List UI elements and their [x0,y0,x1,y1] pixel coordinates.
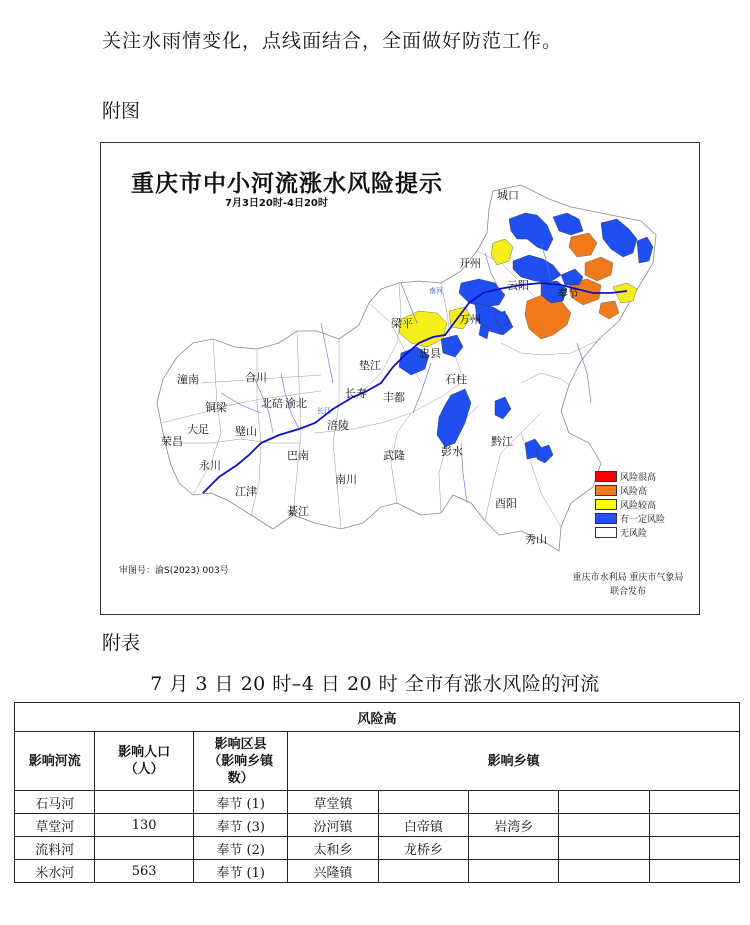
header-population-line1: 影响人口 [118,745,171,760]
publisher [563,571,693,599]
label-wulong: 武隆 [383,449,405,462]
label-tongnan: 潼南 [177,373,199,386]
label-changshou: 长寿 [345,387,367,400]
legend-item [595,526,665,539]
label-nanchuan: 南川 [335,473,357,486]
label-yongchuan: 永川 [199,459,221,472]
cell-town [559,860,649,883]
cell-river: 草堂河 [15,814,95,837]
label-kaizhou: 开州 [459,257,481,270]
label-changjiang: 长江 [317,407,331,415]
cell-town: 白帝镇 [378,814,468,837]
risk-map-figure [100,142,700,615]
map-title: 重庆市中小河流涨水风险提示 [131,171,443,197]
table-section-header-row [15,703,740,732]
river-risk-table [14,702,740,883]
legend-swatch-none [595,527,617,538]
table-row [15,814,740,837]
header-district [193,732,287,791]
cell-river: 石马河 [15,791,95,814]
cell-population [95,837,194,860]
table-row [15,837,740,860]
approval-number: 审图号：渝S(2023) 003号 [119,566,229,576]
cell-town [649,860,739,883]
label-chengkou: 城口 [497,189,519,202]
label-bishan: 璧山 [235,425,257,438]
cell-population [95,791,194,814]
legend-item [595,512,665,525]
label-rongchang: 荣昌 [161,435,183,448]
cell-town [649,791,739,814]
label-qianjiang: 黔江 [491,435,513,448]
legend-label: 风险高 [620,487,648,497]
label-zhongxian: 忠县 [419,347,441,360]
header-river: 影响河流 [15,732,95,791]
legend-swatch-very-high [595,471,617,482]
legend-swatch-some [595,513,617,524]
label-tongliang: 铜梁 [205,401,227,414]
chongqing-map [101,143,700,615]
cell-town: 太和乡 [288,837,378,860]
cell-river: 流料河 [15,837,95,860]
legend-label: 风险较高 [620,501,657,511]
cell-town: 龙桥乡 [378,837,468,860]
label-dianjiang: 垫江 [359,359,381,372]
legend-swatch-moderate [595,499,617,510]
label-liangping: 梁平 [391,317,413,330]
cell-town [649,814,739,837]
table-row [15,791,740,814]
cell-town [378,791,468,814]
cell-town [559,837,649,860]
table-row [15,860,740,883]
table-header-row [15,732,740,791]
label-fuling: 涪陵 [327,419,349,432]
map-legend [595,470,665,540]
cell-population: 130 [95,814,194,837]
cell-town [559,814,649,837]
cell-town: 草堂镇 [288,791,378,814]
header-population [95,732,194,791]
label-yunyang: 云阳 [507,279,529,292]
cell-town [469,860,559,883]
legend-swatch-high [595,485,617,496]
cell-district: 奉节 (3) [193,814,287,837]
cell-population: 563 [95,860,194,883]
cell-town [469,791,559,814]
label-xiushan: 秀山 [525,533,547,546]
header-district-line2: （影响乡镇 [208,753,274,769]
publisher-line1: 重庆市水利局 重庆市气象局 [572,573,684,583]
figure-label: 附图 [102,100,141,122]
table-label: 附表 [102,632,141,654]
label-fengjie: 奉节 [557,287,579,300]
cell-town: 汾河镇 [288,814,378,837]
label-banan: 巴南 [287,449,309,462]
label-qijiang: 綦江 [287,505,309,518]
label-jiangjin: 江津 [235,485,257,498]
cell-town [378,860,468,883]
header-towns: 影响乡镇 [288,732,740,791]
label-beibei: 北碚 [261,397,283,410]
legend-label: 无风险 [620,529,648,539]
cell-town [559,791,649,814]
cell-town [469,837,559,860]
label-nanhe: 南河 [429,287,443,295]
header-district-line3: 数） [227,770,254,786]
map-subtitle: 7月3日20时-4日20时 [225,198,328,209]
label-shizhu: 石柱 [445,373,467,386]
cell-district: 奉节 (1) [193,860,287,883]
cell-district: 奉节 (1) [193,791,287,814]
cell-town [649,837,739,860]
legend-item [595,498,665,511]
label-pengshui: 彭水 [441,445,463,458]
publisher-line2: 联合发布 [609,587,646,597]
cell-town: 岩湾乡 [469,814,559,837]
header-district-line1: 影响区县 [214,736,267,752]
cell-river: 米水河 [15,860,95,883]
legend-label: 有一定风险 [620,515,666,525]
label-fengdu: 丰都 [383,391,405,404]
label-wanzhou: 万州 [459,313,481,326]
label-dazu: 大足 [187,423,209,436]
legend-item [595,470,665,483]
label-hechuan: 合川 [245,371,267,384]
table-title: 7 月 3 日 20 时–4 日 20 时 全市有涨水风险的河流 [150,673,600,695]
cell-district: 奉节 (2) [193,837,287,860]
legend-item [595,484,665,497]
label-youyang: 酉阳 [495,497,517,510]
header-population-line2: （人） [124,762,164,777]
legend-label: 风险很高 [620,473,657,483]
intro-paragraph: 关注水雨情变化，点线面结合，全面做好防范工作。 [102,30,563,52]
label-yubei: 渝北 [285,397,307,410]
cell-town: 兴隆镇 [288,860,378,883]
section-header: 风险高 [15,703,740,732]
